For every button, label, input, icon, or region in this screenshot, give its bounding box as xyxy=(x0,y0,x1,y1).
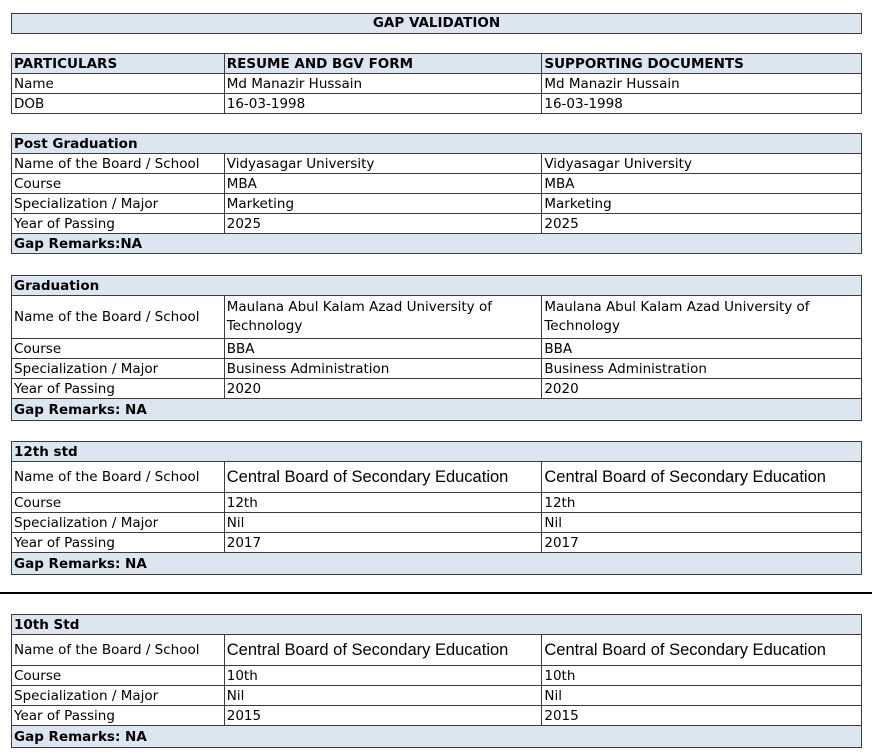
course-label: Course xyxy=(12,666,225,686)
board-docs: Maulana Abul Kalam Azad University of Technology xyxy=(542,296,862,339)
gap-remarks: Gap Remarks: NA xyxy=(12,726,862,748)
table-row xyxy=(12,214,862,234)
dob-docs: 16-03-1998 xyxy=(542,94,862,114)
table-header-row xyxy=(12,54,862,74)
specialization-docs: Business Administration xyxy=(542,359,862,379)
year-docs: 2015 xyxy=(542,706,862,726)
table-row xyxy=(12,635,862,666)
table-row xyxy=(12,339,862,359)
course-docs: BBA xyxy=(542,339,862,359)
course-docs: 10th xyxy=(542,666,862,686)
table-row xyxy=(12,493,862,513)
board-label: Name of the Board / School xyxy=(12,635,225,666)
specialization-resume: Nil xyxy=(224,513,542,533)
dob-resume: 16-03-1998 xyxy=(224,94,542,114)
specialization-label: Specialization / Major xyxy=(12,686,225,706)
board-docs: Central Board of Secondary Education xyxy=(542,462,862,493)
table-row xyxy=(12,194,862,214)
table-row xyxy=(12,686,862,706)
std12-table xyxy=(11,441,862,575)
table-row xyxy=(12,296,862,339)
page-title: GAP VALIDATION xyxy=(11,13,862,34)
board-resume: Central Board of Secondary Education xyxy=(224,635,542,666)
year-resume: 2015 xyxy=(224,706,542,726)
course-label: Course xyxy=(12,339,225,359)
course-docs: 12th xyxy=(542,493,862,513)
board-resume: Vidyasagar University xyxy=(224,154,542,174)
graduation-table xyxy=(11,275,862,421)
specialization-docs: Marketing xyxy=(542,194,862,214)
year-resume: 2017 xyxy=(224,533,542,553)
board-docs: Vidyasagar University xyxy=(542,154,862,174)
table-row xyxy=(12,533,862,553)
year-label: Year of Passing xyxy=(12,533,225,553)
year-docs: 2017 xyxy=(542,533,862,553)
section-heading: 12th std xyxy=(12,442,862,462)
name-resume: Md Manazir Hussain xyxy=(224,74,542,94)
board-label: Name of the Board / School xyxy=(12,296,225,339)
header-particulars: PARTICULARS xyxy=(12,54,225,74)
specialization-resume: Business Administration xyxy=(224,359,542,379)
year-docs: 2020 xyxy=(542,379,862,399)
specialization-label: Specialization / Major xyxy=(12,359,225,379)
course-resume: BBA xyxy=(224,339,542,359)
year-docs: 2025 xyxy=(542,214,862,234)
course-resume: 10th xyxy=(224,666,542,686)
section-heading: Graduation xyxy=(12,276,862,296)
specialization-label: Specialization / Major xyxy=(12,513,225,533)
table-row xyxy=(12,94,862,114)
specialization-docs: Nil xyxy=(542,513,862,533)
std10-table xyxy=(11,614,862,748)
section-heading: 10th Std xyxy=(12,615,862,635)
dob-label: DOB xyxy=(12,94,225,114)
table-row xyxy=(12,359,862,379)
specialization-resume: Nil xyxy=(224,686,542,706)
table-row xyxy=(12,462,862,493)
table-row xyxy=(12,706,862,726)
specialization-resume: Marketing xyxy=(224,194,542,214)
year-resume: 2020 xyxy=(224,379,542,399)
section-heading: Post Graduation xyxy=(12,134,862,154)
gap-remarks: Gap Remarks: NA xyxy=(12,553,862,575)
board-label: Name of the Board / School xyxy=(12,154,225,174)
board-docs: Central Board of Secondary Education xyxy=(542,635,862,666)
header-resume-bgv: RESUME AND BGV FORM xyxy=(224,54,542,74)
board-resume: Central Board of Secondary Education xyxy=(224,462,542,493)
year-label: Year of Passing xyxy=(12,214,225,234)
header-supporting-docs: SUPPORTING DOCUMENTS xyxy=(542,54,862,74)
year-label: Year of Passing xyxy=(12,706,225,726)
table-row xyxy=(12,154,862,174)
name-label: Name xyxy=(12,74,225,94)
gap-remarks: Gap Remarks: NA xyxy=(12,399,862,421)
course-docs: MBA xyxy=(542,174,862,194)
table-row xyxy=(12,379,862,399)
course-resume: 12th xyxy=(224,493,542,513)
personal-details-table xyxy=(11,53,862,114)
year-label: Year of Passing xyxy=(12,379,225,399)
name-docs: Md Manazir Hussain xyxy=(542,74,862,94)
specialization-label: Specialization / Major xyxy=(12,194,225,214)
table-row xyxy=(12,74,862,94)
course-label: Course xyxy=(12,174,225,194)
post-graduation-table xyxy=(11,133,862,254)
table-row xyxy=(12,513,862,533)
table-row xyxy=(12,174,862,194)
board-label: Name of the Board / School xyxy=(12,462,225,493)
board-resume: Maulana Abul Kalam Azad University of Technology xyxy=(224,296,542,339)
table-row xyxy=(12,666,862,686)
course-resume: MBA xyxy=(224,174,542,194)
year-resume: 2025 xyxy=(224,214,542,234)
specialization-docs: Nil xyxy=(542,686,862,706)
section-divider xyxy=(0,592,872,594)
gap-remarks: Gap Remarks:NA xyxy=(12,234,862,254)
course-label: Course xyxy=(12,493,225,513)
